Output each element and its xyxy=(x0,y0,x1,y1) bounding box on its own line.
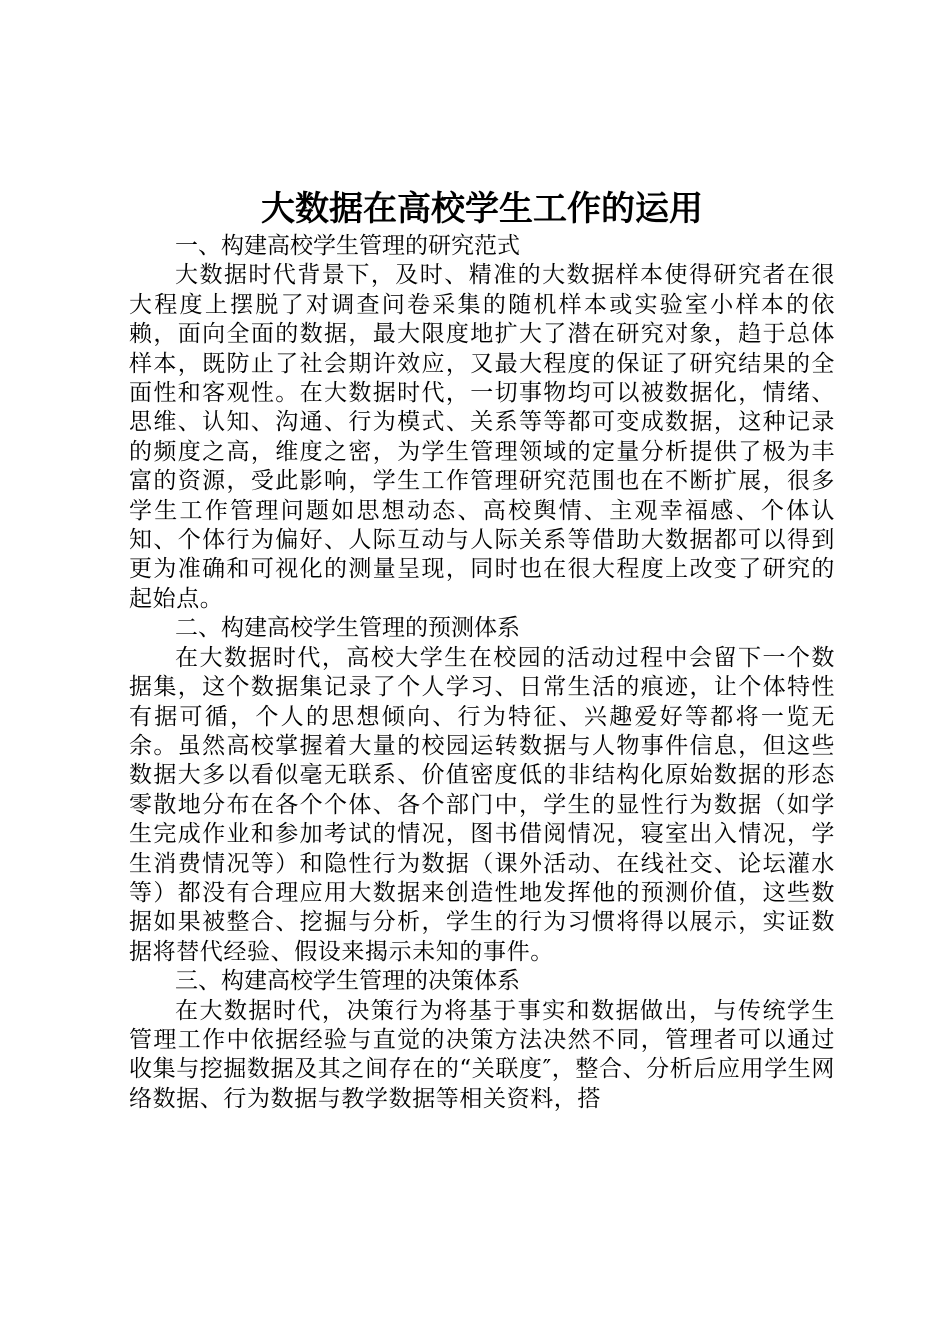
section-heading-1: 一、构建高校学生管理的研究范式 xyxy=(175,233,520,259)
section-heading-2: 二、构建高校学生管理的预测体系 xyxy=(175,615,520,642)
section-paragraph-1: 大数据时代背景下，及时、精准的大数据样本使得研究者在很大程度上摆脱了对调查问卷采集的随机样本或实验室小样本的依赖，面向全面的数据，最大限度地扩大了潜在研究对象，趋于总体样本，既防止了社会期许效应，又最大程度的保证了研究结果的全面性和客观性。在大数据时代，一切事物均可以被数据化，情绪、思维、认知、沟通、行为模式、关系等等都可变成数据，这种记录的频度之高，维度之密，为学生管理领域的定量分析提供了极为丰富的资源，受此影响，学生工作管理研究范围也在不断扩展，很多学生工作管理问题如思想动态、高校舆情、主观幸福感、个体认知、个体行为偏好、人际互动与人际关系等借助大数据都可以得到更为准确和可视化的测量呈现，同时也在很大程度上改变了研究的起始点。 xyxy=(129,262,835,612)
section-paragraph-3: 在大数据时代，决策行为将基于事实和数据做出，与传统学生管理工作中依据经验与直觉的决策方法决然不同，管理者可以通过收集与挖掘数据及其之间存在的“关联度″，整合、分析后应用学生网络数据、行为数据与教学数据等相关资料，搭 xyxy=(129,997,835,1112)
document-page xyxy=(129,186,835,1114)
section-heading-3: 三、构建高校学生管理的决策体系 xyxy=(175,968,520,995)
document-title: 大数据在高校学生工作的运用 xyxy=(261,189,703,229)
section-paragraph-2: 在大数据时代，高校大学生在校园的活动过程中会留下一个数据集，这个数据集记录了个人学习、日常生活的痕迹，让个体特性有据可循，个人的思想倾向、行为特征、兴趣爱好等都将一览无余。虽然高校掌握着大量的校园运转数据与人物事件信息，但这些数据大多以看似毫无联系、价值密度低的非结构化原始数据的形态零散地分布在各个个体、各个部门中，学生的显性行为数据（如学生完成作业和参加考试的情况，图书借阅情况，寝室出入情况，学生消费情况等）和隐性行为数据（课外活动、在线社交、论坛灌水等）都没有合理应用大数据来创造性地发挥他的预测价值，这些数据如果被整合、挖掘与分析，学生的行为习惯将得以展示，实证数据将替代经验、假设来揭示未知的事件。 xyxy=(129,644,835,965)
